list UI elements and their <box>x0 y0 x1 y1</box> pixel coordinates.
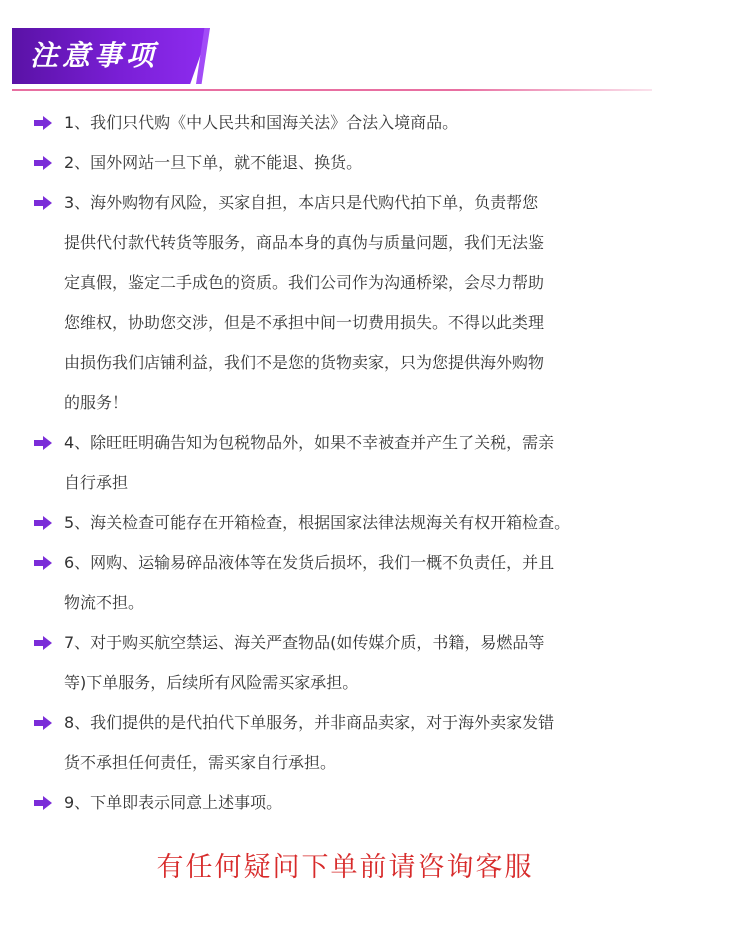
notes-list <box>0 103 730 823</box>
note-first-line <box>0 143 730 183</box>
note-first-line <box>0 183 730 223</box>
header <box>0 0 730 92</box>
note-text: 7、对于购买航空禁运、海关严查物品(如传媒介质，书籍，易燃品等 <box>64 633 545 652</box>
header-divider <box>12 89 652 91</box>
arrow-right-icon <box>34 636 52 650</box>
note-item <box>0 623 730 703</box>
note-text: 8、我们提供的是代拍代下单服务，并非商品卖家，对于海外卖家发错 <box>64 713 555 732</box>
arrow-right-icon <box>34 556 52 570</box>
note-text: 9、下单即表示同意上述事项。 <box>64 793 283 812</box>
note-text: 2、国外网站一旦下单，就不能退、换货。 <box>64 153 363 172</box>
arrow-right-icon <box>34 716 52 730</box>
note-item <box>0 543 730 623</box>
note-first-line <box>0 103 730 143</box>
note-item <box>0 103 730 143</box>
note-continuation-line: 等)下单服务，后续所有风险需买家承担。 <box>64 673 359 692</box>
note-continuation-line: 由损伤我们店铺利益，我们不是您的货物卖家，只为您提供海外购物 <box>64 353 545 372</box>
note-item <box>0 183 730 423</box>
note-continuation-line: 定真假，鉴定二手成色的资质。我们公司作为沟通桥梁，会尽力帮助 <box>64 273 545 292</box>
note-text: 1、我们只代购《中人民共和国海关法》合法入境商品。 <box>64 113 459 132</box>
note-first-line <box>0 543 730 583</box>
note-item <box>0 143 730 183</box>
note-first-line <box>0 503 730 543</box>
note-continuation-line: 物流不担。 <box>64 593 145 612</box>
note-item <box>0 703 730 783</box>
note-continuation-line: 提供代付款代转货等服务，商品本身的真伪与质量问题，我们无法鉴 <box>64 233 545 252</box>
note-item <box>0 783 730 823</box>
note-text: 4、除旺旺明确告知为包税物品外，如果不幸被查并产生了关税，需亲 <box>64 433 555 452</box>
contact-service-notice: 有任何疑问下单前请咨询客服 <box>156 852 534 883</box>
note-text: 3、海外购物有风险，买家自担，本店只是代购代拍下单，负责帮您 <box>64 193 539 212</box>
note-text: 5、海关检查可能存在开箱检查，根据国家法律法规海关有权开箱检查。 <box>64 513 571 532</box>
note-item <box>0 503 730 543</box>
note-first-line <box>0 703 730 743</box>
note-item <box>0 423 730 503</box>
arrow-right-icon <box>34 156 52 170</box>
note-text: 6、网购、运输易碎品液体等在发货后损坏，我们一概不负责任，并且 <box>64 553 555 572</box>
note-first-line <box>0 623 730 663</box>
page-title: 注意事项 <box>30 39 159 72</box>
note-continuation-line: 货不承担任何责任，需买家自行承担。 <box>64 753 337 772</box>
arrow-right-icon <box>34 796 52 810</box>
note-continuation-line: 您维权，协助您交涉，但是不承担中间一切费用损失。不得以此类理 <box>64 313 545 332</box>
note-continuation-line: 的服务！ <box>64 393 129 412</box>
arrow-right-icon <box>34 436 52 450</box>
arrow-right-icon <box>34 516 52 530</box>
arrow-right-icon <box>34 116 52 130</box>
note-first-line <box>0 423 730 463</box>
arrow-right-icon <box>34 196 52 210</box>
note-first-line <box>0 783 730 823</box>
note-continuation-line: 自行承担 <box>64 473 129 492</box>
